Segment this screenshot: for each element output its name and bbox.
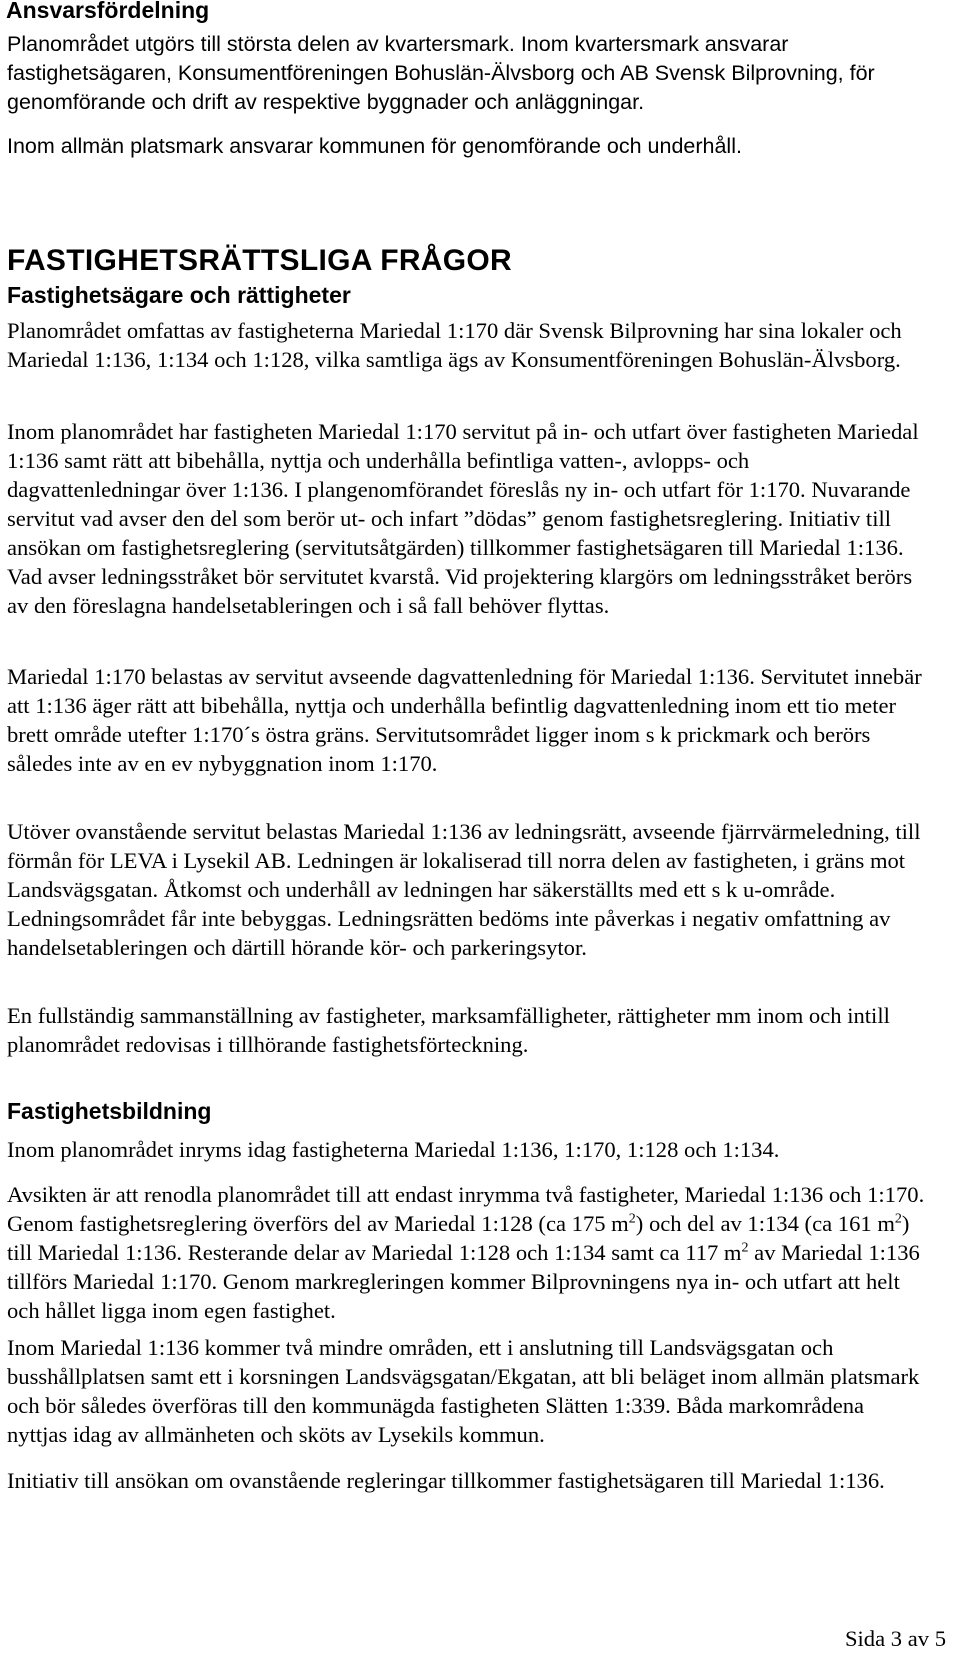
superscript: 2 xyxy=(628,1211,636,1227)
text-run: Avsikten är att renodla planområdet till att endast inrymma två fastigheter, Mariedal 1:136 och 1:170. Genom fastighetsreglering överförs del av Mariedal 1:128 (ca 175 m xyxy=(7,1182,925,1236)
subheading-fastighetsagare: Fastighetsägare och rättigheter xyxy=(7,282,351,308)
superscript: 2 xyxy=(894,1211,902,1227)
paragraph-fastighetsagare-5: En fullständig sammanställning av fastigheter, marksamfälligheter, rättigheter mm inom och intill planområdet redovisas i tillhörande fastighetsförteckning. xyxy=(7,1003,890,1057)
paragraph-fastighetsbildning-3: Inom Mariedal 1:136 kommer två mindre områden, ett i anslutning till Landsvägsgatan och busshållplatsen samt ett i korsningen Landsvägsgatan/Ekgatan, att bli beläget inom allmän platsmark och bör således överföras till den kommunägda fastigheten Slätten 1:339. Båda markområdena nyttjas idag av allmänheten och sköts av Lysekils kommun. xyxy=(7,1335,920,1447)
main-heading-fastighetsrattsliga: FASTIGHETSRÄTTSLIGA FRÅGOR xyxy=(7,244,513,277)
section-heading-ansvarsfordelning: Ansvarsfördelning xyxy=(6,0,210,23)
paragraph-ansvar-1: Planområdet utgörs till största delen av kvartersmark. Inom kvartersmark ansvarar fastighetsägaren, Konsumentföreningen Bohuslän-Älvsborg och AB Svensk Bilprovning, för genomförande och drift av respektive byggnader och anläggningar. xyxy=(7,32,875,114)
superscript: 2 xyxy=(741,1240,749,1256)
paragraph-fastighetsagare-4: Utöver ovanstående servitut belastas Mariedal 1:136 av ledningsrätt, avseende fjärrvärmeledning, till förmån för LEVA i Lysekil AB. Ledningen är lokaliserad till norra delen av fastigheten, i gräns mot Landsvägsgatan. Åtkomst och underhåll av ledningen har säkerställts med ett s k u-område. Ledningsområdet får inte bebyggas. Ledningsrätten bedöms inte påverkas i negativ omfattning av handelsetableringen och därtill hörande kör- och parkeringsytor. xyxy=(7,819,921,960)
paragraph-ansvar-2: Inom allmän platsmark ansvarar kommunen för genomförande och underhåll. xyxy=(7,134,742,158)
paragraph-fastighetsbildning-4: Initiativ till ansökan om ovanstående regleringar tillkommer fastighetsägaren till Mariedal 1:136. xyxy=(7,1468,885,1493)
text-run: ) till Mariedal 1:136. Resterande delar av Mariedal 1:128 och 1:134 samt ca 117 m xyxy=(7,1211,910,1265)
text-run: av Mariedal 1:136 tillförs Mariedal 1:170. Genom markregleringen kommer Bilprovningens nya in- och utfart att helt och hållet ligga inom egen fastighet. xyxy=(7,1240,920,1323)
paragraph-fastighetsagare-3: Mariedal 1:170 belastas av servitut avseende dagvattenledning för Mariedal 1:136. Servitutet innebär att 1:136 äger rätt att bibehålla, nyttja och underhålla befintlig dagvattenledning inom ett tio meter brett område utefter 1:170´s östra gräns. Servitutsområdet ligger inom s k prickmark och berörs således inte av en ev nybyggnation inom 1:170. xyxy=(7,664,922,776)
paragraph-fastighetsagare-2: Inom planområdet har fastigheten Mariedal 1:170 servitut på in- och utfart över fastigheten Mariedal 1:136 samt rätt att bibehålla, nyttja och underhålla befintliga vatten-, avlopps- och dagvattenledningar över 1:136. I plangenomförandet föreslås ny in- och utfart för 1:170. Nuvarande servitut vad avser den del som berör ut- och infart ”dödas” genom fastighetsreglering. Initiativ till ansökan om fastighetsreglering (servitutsåtgärden) tillkommer fastighetsägaren till Mariedal 1:136. Vad avser ledningsstråket bör servitutet kvarstå. Vid projektering klargörs om ledningsstråket berörs av den föreslagna handelsetableringen och i så fall behöver flyttas. xyxy=(7,419,919,618)
paragraph-fastighetsagare-1: Planområdet omfattas av fastigheterna Mariedal 1:170 där Svensk Bilprovning har sina lokaler och Mariedal 1:136, 1:134 och 1:128, vilka samtliga ägs av Konsumentföreningen Bohuslän-Älvsborg. xyxy=(7,318,902,372)
paragraph-fastighetsbildning-1: Inom planområdet inryms idag fastigheterna Mariedal 1:136, 1:170, 1:128 och 1:134. xyxy=(7,1137,780,1162)
page-number: Sida 3 av 5 xyxy=(844,1626,946,1651)
paragraph-fastighetsbildning-2 xyxy=(7,1180,925,1325)
text-run: ) och del av 1:134 (ca 161 m xyxy=(635,1211,895,1236)
subheading-fastighetsbildning: Fastighetsbildning xyxy=(7,1098,212,1124)
